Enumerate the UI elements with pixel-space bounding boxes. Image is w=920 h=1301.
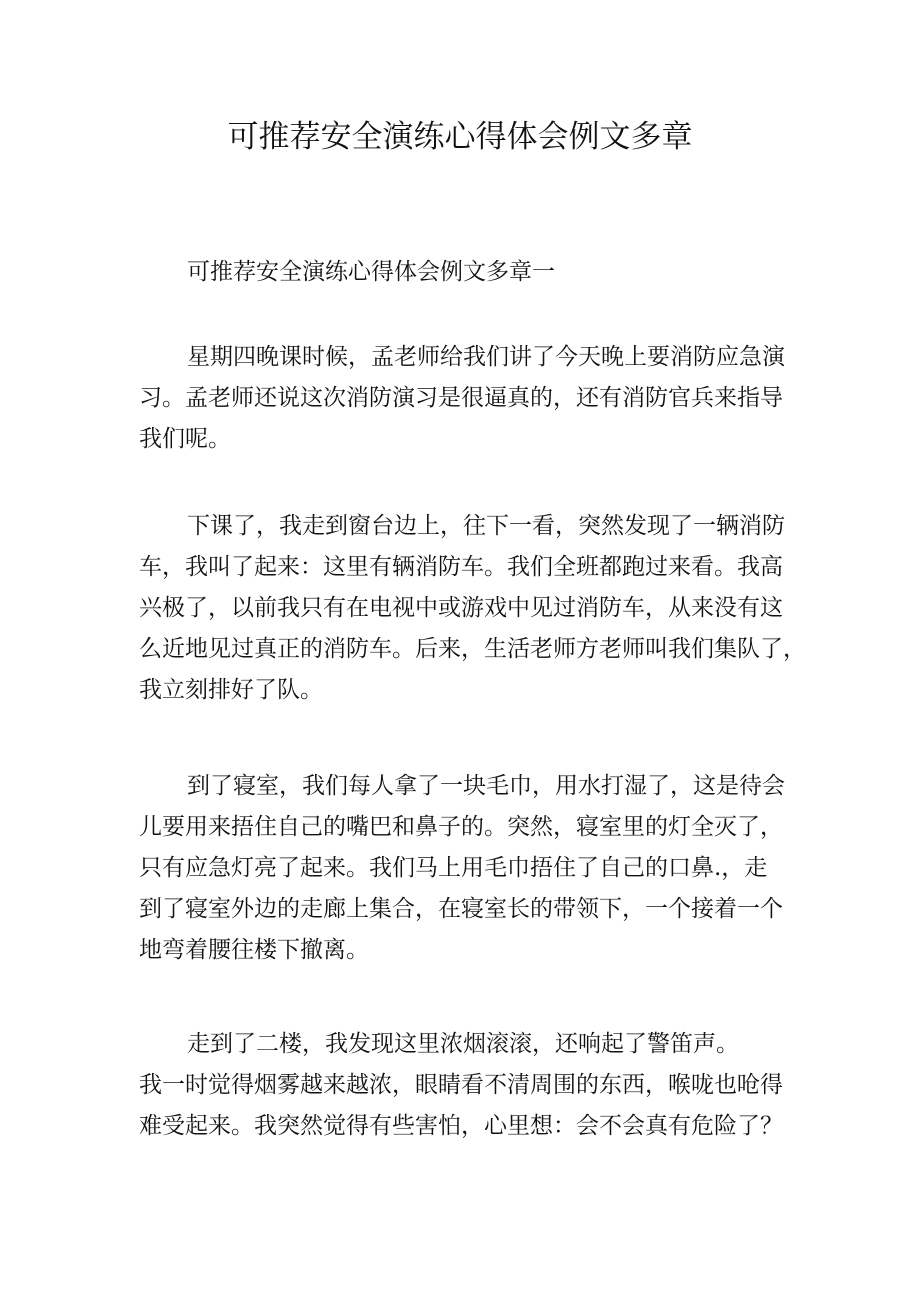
paragraph-line: 我一时觉得烟雾越来越浓，眼睛看不清周围的东西，喉咙也呛得: [139, 1072, 783, 1098]
document-title: 可推荐安全演练心得体会例文多章: [227, 119, 693, 155]
paragraph-line: 到了寝室，我们每人拿了一块毛巾，用水打湿了，这是待会: [187, 773, 785, 799]
paragraph-line: 么近地见过真正的消防车。后来，生活老师方老师叫我们集队了，: [139, 636, 806, 662]
paragraph-3: [139, 766, 799, 971]
paragraph-line: 兴极了，以前我只有在电视中或游戏中见过消防车，从来没有这: [139, 595, 783, 621]
paragraph-line: 我立刻排好了队。: [139, 677, 323, 703]
paragraph-line: 地弯着腰往楼下撤离。: [139, 937, 369, 963]
paragraph-line: 走到了二楼，我发现这里浓烟滚滚，还响起了警笛声。: [187, 1031, 739, 1057]
paragraph-line: 我们呢。: [139, 426, 231, 452]
paragraph-line: 星期四晚课时候，孟老师给我们讲了今天晚上要消防应急演: [187, 344, 785, 370]
paragraph-line: 下课了，我走到窗台边上，往下一看，突然发现了一辆消防: [187, 513, 785, 539]
paragraph-line: 儿要用来捂住自己的嘴巴和鼻子的。突然，寝室里的灯全灭了，: [139, 814, 783, 840]
paragraph-line: 只有应急灯亮了起来。我们马上用毛巾捂住了自己的口鼻.，走: [139, 855, 768, 881]
paragraph-line: 习。孟老师还说这次消防演习是很逼真的，还有消防官兵来指导: [139, 385, 783, 411]
paragraph-2: [139, 506, 806, 711]
paragraph-4: [139, 1024, 799, 1147]
paragraph-1: [139, 337, 799, 460]
paragraph-line: 车，我叫了起来：这里有辆消防车。我们全班都跑过来看。我高: [139, 554, 783, 580]
paragraph-line: 难受起来。我突然觉得有些害怕，心里想：会不会真有危险了？: [139, 1113, 783, 1139]
paragraph-line: 到了寝室外边的走廊上集合，在寝室长的带领下，一个接着一个: [139, 896, 783, 922]
section-subtitle: 可推荐安全演练心得体会例文多章一: [187, 259, 555, 285]
